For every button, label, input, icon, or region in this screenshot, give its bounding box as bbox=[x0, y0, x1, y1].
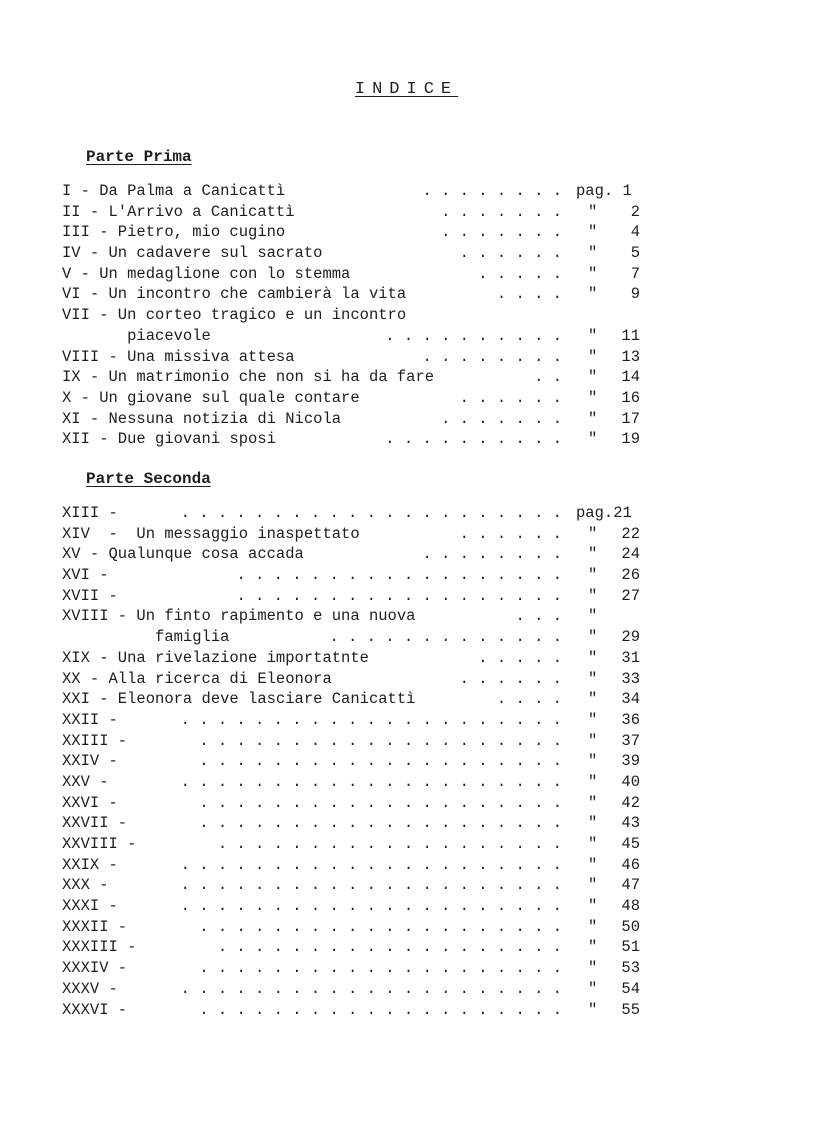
toc-entry-title: XI - Nessuna notizia di Nicola bbox=[62, 409, 342, 428]
toc-entry bbox=[62, 689, 642, 710]
toc-entry-leader-dots: . . . . . . . . . . . . . . . . . . . . . bbox=[180, 979, 562, 998]
ditto-mark: " bbox=[588, 917, 598, 936]
toc-entry bbox=[62, 896, 642, 917]
toc-entry bbox=[62, 243, 642, 264]
toc-entry-title: II - L'Arrivo a Canicattì bbox=[62, 202, 295, 221]
page-number: 55 bbox=[621, 1000, 640, 1019]
page-number: 39 bbox=[621, 752, 640, 771]
toc-entry-leader-dots: . . . . . . . . . . . . . . . . . . . . bbox=[199, 731, 562, 750]
toc-entry bbox=[62, 565, 642, 586]
toc-entry-leader-dots: . . . . . . bbox=[459, 669, 562, 688]
ditto-mark: " bbox=[588, 430, 598, 449]
toc-entry bbox=[62, 305, 642, 326]
page-number: 53 bbox=[621, 959, 640, 978]
page-title: INDICE bbox=[354, 80, 459, 99]
toc-entry bbox=[62, 586, 642, 607]
toc-entry-leader-dots: . . . . . . . . bbox=[422, 182, 562, 200]
toc-entry-title: XIV - Un messaggio inaspettato bbox=[62, 524, 360, 543]
page-number: 46 bbox=[621, 855, 640, 874]
ditto-mark: " bbox=[588, 876, 598, 895]
toc-entry bbox=[62, 524, 642, 545]
toc-entry-leader-dots: . . . . . . bbox=[459, 244, 562, 263]
page-number: pag. 1 bbox=[576, 182, 632, 200]
toc-entry-leader-dots: . . . bbox=[515, 607, 562, 626]
toc-entry-leader-dots: . . . . . . . . . . . . . . . . . . . bbox=[217, 938, 562, 957]
toc-entry-title: XXXVI - bbox=[62, 1000, 128, 1019]
ditto-mark: " bbox=[588, 752, 598, 771]
toc-entry bbox=[62, 731, 642, 752]
toc-entry-title: XXIX - bbox=[62, 855, 118, 874]
ditto-mark: " bbox=[588, 772, 598, 791]
toc-entry-leader-dots: . . . . . . . . . . . . . . . . . . . . . bbox=[180, 710, 562, 729]
toc-entry-title: famiglia bbox=[62, 628, 230, 647]
toc-entry bbox=[62, 648, 642, 669]
page-number: 45 bbox=[621, 835, 640, 853]
toc-entry-leader-dots: . . . . . . . . . . . . . bbox=[329, 628, 562, 647]
ditto-mark: " bbox=[588, 347, 598, 366]
page-number: 19 bbox=[621, 430, 640, 449]
ditto-mark: " bbox=[588, 1000, 598, 1019]
toc-entry-leader-dots: . . . . . . . . . . . . . . . . . . . . bbox=[199, 1000, 562, 1019]
toc-entry-leader-dots: . . . . . . . . . . . . . . . . . . . . . bbox=[180, 855, 562, 874]
toc-entry bbox=[62, 979, 642, 1000]
toc-entry bbox=[62, 409, 642, 430]
page-number: 42 bbox=[621, 793, 640, 812]
toc-entry-leader-dots: . . . . . . . . . . . . . . . . . . . . . bbox=[180, 876, 562, 895]
toc-entry bbox=[62, 429, 642, 450]
ditto-mark: " bbox=[588, 244, 598, 263]
ditto-mark: " bbox=[588, 979, 598, 998]
ditto-mark: " bbox=[588, 223, 598, 242]
page-number: 40 bbox=[621, 772, 640, 791]
part-two-heading: Parte Seconda bbox=[86, 470, 211, 488]
toc-entry-title: piacevole bbox=[62, 326, 211, 345]
toc-entry-leader-dots: . . . . . bbox=[478, 264, 562, 283]
toc-entry-title: XXXV - bbox=[62, 979, 118, 998]
page-number: 31 bbox=[621, 648, 640, 667]
toc-entry bbox=[62, 958, 642, 979]
ditto-mark: " bbox=[588, 628, 598, 647]
ditto-mark: " bbox=[588, 202, 598, 221]
page-number: 5 bbox=[630, 244, 640, 263]
toc-entry-title: IV - Un cadavere sul sacrato bbox=[62, 244, 323, 263]
toc-part-two bbox=[62, 503, 642, 1020]
toc-entry-leader-dots: . . . . . . . . . . bbox=[385, 326, 562, 345]
ditto-mark: " bbox=[588, 388, 598, 407]
toc-entry-title: III - Pietro, mio cugino bbox=[62, 223, 286, 242]
toc-entry bbox=[62, 813, 642, 834]
page-number: 47 bbox=[621, 876, 640, 895]
page-number: 4 bbox=[630, 223, 640, 242]
toc-entry bbox=[62, 181, 642, 202]
toc-entry bbox=[62, 627, 642, 648]
toc-entry bbox=[62, 264, 642, 285]
ditto-mark: " bbox=[588, 793, 598, 812]
ditto-mark: " bbox=[588, 731, 598, 750]
ditto-mark: " bbox=[588, 648, 598, 667]
toc-entry-leader-dots: . . . . . . . . . . . . . . . . . . bbox=[236, 566, 562, 585]
toc-entry-leader-dots: . . . . . . . . . . bbox=[385, 430, 562, 449]
toc-entry-leader-dots: . . . . . . . . . . . . . . . . . . . . bbox=[199, 959, 562, 978]
toc-entry-title: XXV - bbox=[62, 772, 109, 791]
toc-entry-title: XXVI - bbox=[62, 793, 118, 812]
toc-entry-leader-dots: . . . . . . . . . . . . . . . . . . . . bbox=[199, 752, 562, 771]
toc-entry bbox=[62, 222, 642, 243]
ditto-mark: " bbox=[588, 326, 598, 345]
toc-entry-title: VI - Un incontro che cambierà la vita bbox=[62, 285, 407, 304]
toc-entry bbox=[62, 875, 642, 896]
ditto-mark: " bbox=[588, 607, 598, 626]
page-number: 7 bbox=[630, 264, 640, 283]
toc-entry-title: XXVII - bbox=[62, 814, 128, 833]
toc-entry bbox=[62, 1000, 642, 1021]
ditto-mark: " bbox=[588, 710, 598, 729]
page-number: 2 bbox=[630, 202, 640, 221]
toc-entry-leader-dots: . . . . . . bbox=[459, 524, 562, 543]
toc-entry-leader-dots: . . . . . . . . . . . . . . . . . . . . bbox=[199, 793, 562, 812]
ditto-mark: " bbox=[588, 368, 598, 387]
toc-entry-leader-dots: . . . . . . . . . . . . . . . . . . . bbox=[217, 835, 562, 853]
toc-entry bbox=[62, 937, 642, 958]
toc-entry-title: XXVIII - bbox=[62, 835, 137, 853]
page-number: 29 bbox=[621, 628, 640, 647]
toc-entry-leader-dots: . . . . . . . bbox=[441, 223, 562, 242]
toc-entry-leader-dots: . . . . . . . . bbox=[422, 545, 562, 564]
page-number: 27 bbox=[621, 586, 640, 605]
toc-entry-title: XX - Alla ricerca di Eleonora bbox=[62, 669, 332, 688]
toc-entry-title: XXIII - bbox=[62, 731, 128, 750]
toc-entry-title: I - Da Palma a Canicattì bbox=[62, 182, 286, 200]
toc-entry-leader-dots: . . . . bbox=[496, 285, 562, 304]
toc-entry-title: IX - Un matrimonio che non si ha da fare bbox=[62, 368, 435, 387]
toc-entry-leader-dots: . . . . . . . . . . . . . . . . . . . . . bbox=[180, 772, 562, 791]
page-number: 22 bbox=[621, 524, 640, 543]
toc-entry-title: XXXI - bbox=[62, 897, 118, 916]
toc-entry bbox=[62, 503, 642, 524]
toc-entry bbox=[62, 793, 642, 814]
toc-entry-leader-dots: . . . . . . . . bbox=[422, 347, 562, 366]
page-number: 54 bbox=[621, 979, 640, 998]
toc-entry-leader-dots: . . . . . . . . . . . . . . . . . . bbox=[236, 586, 562, 605]
toc-entry-leader-dots: . . . . . bbox=[478, 648, 562, 667]
toc-entry-leader-dots: . . . . . . . . . . . . . . . . . . . . bbox=[199, 917, 562, 936]
page-number: 9 bbox=[630, 285, 640, 304]
ditto-mark: " bbox=[588, 566, 598, 585]
toc-entry-title: XXX - bbox=[62, 876, 109, 895]
page-number: 51 bbox=[621, 938, 640, 957]
ditto-mark: " bbox=[588, 264, 598, 283]
toc-entry-leader-dots: . . . . . . . . . . . . . . . . . . . . . bbox=[180, 897, 562, 916]
ditto-mark: " bbox=[588, 409, 598, 428]
page-number: 16 bbox=[621, 388, 640, 407]
toc-entry bbox=[62, 834, 642, 855]
toc-entry-title: V - Un medaglione con lo stemma bbox=[62, 264, 351, 283]
toc-entry-leader-dots: . . . . . . . bbox=[441, 409, 562, 428]
toc-entry bbox=[62, 710, 642, 731]
toc-entry-title: XVII - bbox=[62, 586, 118, 605]
ditto-mark: " bbox=[588, 285, 598, 304]
ditto-mark: " bbox=[588, 835, 598, 853]
ditto-mark: " bbox=[588, 545, 598, 564]
page-number: 14 bbox=[621, 368, 640, 387]
toc-entry bbox=[62, 544, 642, 565]
toc-entry bbox=[62, 917, 642, 938]
toc-entry-title: XIII - bbox=[62, 504, 118, 522]
toc-entry-title: X - Un giovane sul quale contare bbox=[62, 388, 360, 407]
page-number: 43 bbox=[621, 814, 640, 833]
toc-entry bbox=[62, 855, 642, 876]
ditto-mark: " bbox=[588, 938, 598, 957]
part-one-heading: Parte Prima bbox=[86, 148, 192, 166]
page-number: 33 bbox=[621, 669, 640, 688]
toc-entry-title: XXI - Eleonora deve lasciare Canicattì bbox=[62, 690, 416, 709]
toc-entry-leader-dots: . . . . bbox=[496, 690, 562, 709]
toc-entry-title: XIX - Una rivelazione importatnte bbox=[62, 648, 369, 667]
toc-entry-title: XV - Qualunque cosa accada bbox=[62, 545, 304, 564]
toc-entry bbox=[62, 202, 642, 223]
toc-entry-title: XII - Due giovani sposi bbox=[62, 430, 276, 449]
page-number: 34 bbox=[621, 690, 640, 709]
ditto-mark: " bbox=[588, 959, 598, 978]
page-number: 26 bbox=[621, 566, 640, 585]
page-number: 13 bbox=[621, 347, 640, 366]
toc-entry-title: XXIV - bbox=[62, 752, 118, 771]
ditto-mark: " bbox=[588, 524, 598, 543]
page-number: 17 bbox=[621, 409, 640, 428]
page-number: 48 bbox=[621, 897, 640, 916]
toc-entry-leader-dots: . . . . . . . . . . . . . . . . . . . . bbox=[199, 814, 562, 833]
toc-entry-title: XXXII - bbox=[62, 917, 128, 936]
ditto-mark: " bbox=[588, 690, 598, 709]
toc-entry bbox=[62, 347, 642, 368]
ditto-mark: " bbox=[588, 897, 598, 916]
toc-entry-leader-dots: . . . . . . . . . . . . . . . . . . . . . bbox=[180, 504, 562, 522]
page-number: 11 bbox=[621, 326, 640, 345]
toc-entry bbox=[62, 284, 642, 305]
ditto-mark: " bbox=[588, 814, 598, 833]
toc-entry-title: XXXIII - bbox=[62, 938, 137, 957]
page-number: 24 bbox=[621, 545, 640, 564]
toc-entry-leader-dots: . . bbox=[534, 368, 562, 387]
toc-entry bbox=[62, 751, 642, 772]
toc-entry bbox=[62, 772, 642, 793]
toc-entry bbox=[62, 388, 642, 409]
toc-entry bbox=[62, 669, 642, 690]
toc-entry-title: VII - Un corteo tragico e un incontro bbox=[62, 306, 407, 325]
ditto-mark: " bbox=[588, 669, 598, 688]
toc-entry bbox=[62, 367, 642, 388]
toc-entry-title: XVIII - Un finto rapimento e una nuova bbox=[62, 607, 416, 626]
toc-entry-leader-dots: . . . . . . . bbox=[441, 202, 562, 221]
toc-entry-leader-dots: . . . . . . bbox=[459, 388, 562, 407]
ditto-mark: " bbox=[588, 855, 598, 874]
page-number: 36 bbox=[621, 710, 640, 729]
page-number: 50 bbox=[621, 917, 640, 936]
page-number: pag.21 bbox=[576, 504, 632, 522]
toc-entry-title: XVI - bbox=[62, 566, 109, 585]
page-number: 37 bbox=[621, 731, 640, 750]
toc-entry-title: XXII - bbox=[62, 710, 118, 729]
toc-entry bbox=[62, 326, 642, 347]
toc-entry bbox=[62, 606, 642, 627]
toc-entry-title: XXXIV - bbox=[62, 959, 128, 978]
toc-entry-title: VIII - Una missiva attesa bbox=[62, 347, 295, 366]
toc-part-one bbox=[62, 181, 642, 450]
ditto-mark: " bbox=[588, 586, 598, 605]
